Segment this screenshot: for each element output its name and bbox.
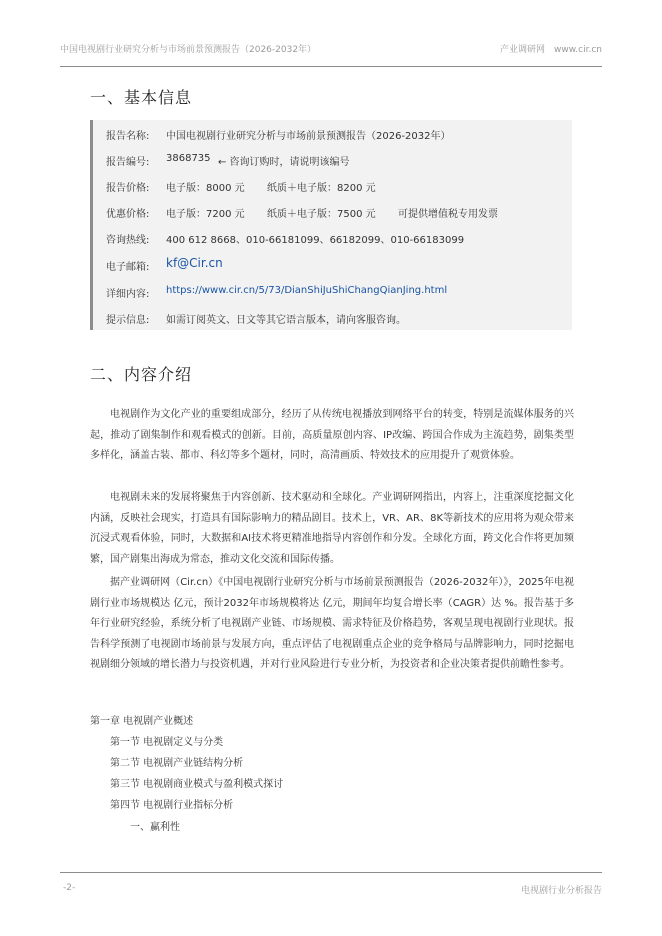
info-label: 优惠价格: [106,209,150,220]
header-doc-title: 中国电视剧行业研究分析与市场前景预测报告（2026-2032年） [60,45,317,55]
vat-invoice-note: 可提供增值税专用发票 [398,209,498,220]
info-label: 提示信息: [106,315,150,326]
footer-title: 电视剧行业分析报告 [520,886,602,896]
info-label: 电子邮箱: [106,262,150,273]
basic-info-box [90,120,572,330]
info-label: 咨询热线: [106,235,150,246]
page-number: -2- [63,883,76,893]
discount-print-digital: 纸质＋电子版：7500 元 [267,209,376,220]
toc-section-2: 第二节 电视剧产业链结构分析 [110,758,244,769]
intro-paragraph-3: 据产业调研网（Cir.cn）《中国电视剧行业研究分析与市场前景预测报告（2026-2032年）》，2025年电视剧行业市场规模达 亿元，预计2032年市场规模将达 亿元，期间年均复合增长率（CAGR）达 %。报告基于多年行业研究经验，系统分析了电视剧产业链、市场规模、需求特征及价格趋势，客观呈现电视剧行业现状。报告科学预测了电视剧市场前景与发展方向，重点评估了电视剧重点企业的竞争格局与品牌影响力，同时挖掘电视剧细分领域的增长潜力与投资机遇，并对行业风险进行专业分析，为投资者和企业决策者提供前瞻性参考。 [90,577,574,670]
price-digital: 电子版：8000 元 [166,183,245,194]
toc-subsection-1: 一、赢利性 [130,822,180,833]
footer-divider [60,872,602,873]
report-code-note: ← 咨询订购时，请说明该编号 [218,157,350,168]
page-header [60,42,602,62]
report-name: 中国电视剧行业研究分析与市场前景预测报告（2026-2032年） [166,131,451,142]
email-link[interactable]: kf@Cir.cn [166,256,223,270]
detail-url-link[interactable]: https://www.cir.cn/5/73/DianShiJuShiChangQianJing.html [166,285,448,296]
intro-paragraph-2: 电视剧未来的发展将聚焦于内容创新、技术驱动和全球化。产业调研网指出，内容上，注重深度挖掘文化内涵，反映社会现实，打造具有国际影响力的精品剧目。技术上，VR、AR、8K等新技术的应用将为观众带来沉浸式观看体验，同时，大数据和AI技术将更精准地指导内容创作和分发。全球化方面，跨文化合作将更加频繁，国产剧集出海成为常态，推动文化交流和国际传播。 [90,492,574,565]
info-label: 报告价格: [106,183,150,194]
section-title-basic-info: 一、基本信息 [90,88,193,107]
header-divider [60,66,602,67]
toc-section-4: 第四节 电视剧行业指标分析 [110,800,234,811]
hotline-numbers: 400 612 8668、010-66181099、66182099、010-66183099 [166,235,465,246]
report-code: 3868735 [166,153,211,164]
price-print-digital: 纸质＋电子版：8200 元 [267,183,376,194]
info-label: 报告编号: [106,157,150,168]
header-site[interactable]: 产业调研网 www.cir.cn [500,45,602,55]
tip-text: 如需订阅英文、日文等其它语言版本，请向客服咨询。 [166,315,406,326]
page-footer [60,883,602,903]
info-label: 详细内容: [106,289,150,300]
intro-paragraph-1: 电视剧作为文化产业的重要组成部分，经历了从传统电视播放到网络平台的转变，特别是流媒体服务的兴起，推动了剧集制作和观看模式的创新。目前，高质量原创内容、IP改编、跨国合作成为主流趋势，剧集类型多样化，涵盖古装、都市、科幻等多个题材，同时，高清画质、特效技术的应用提升了观赏体验。 [90,409,574,461]
toc-section-1: 第一节 电视剧定义与分类 [110,737,224,748]
discount-digital: 电子版：7200 元 [166,209,245,220]
toc-chapter-1: 第一章 电视剧产业概述 [90,716,194,727]
toc-section-3: 第三节 电视剧商业模式与盈利模式探讨 [110,779,284,790]
info-label: 报告名称: [106,131,150,142]
section-title-intro: 二、内容介绍 [90,365,193,384]
